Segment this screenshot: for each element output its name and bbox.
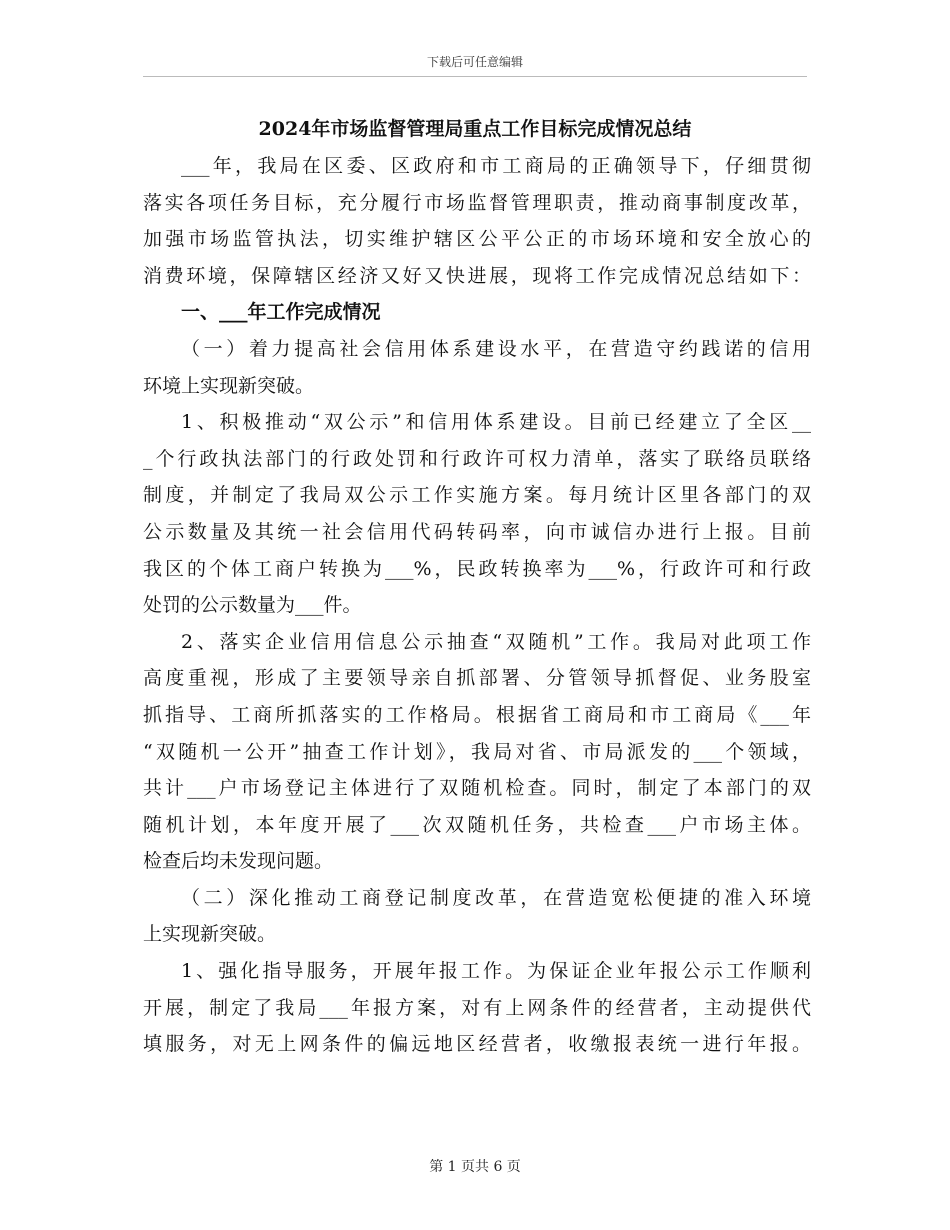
- header-note: 下载后可任意编辑: [426, 55, 523, 69]
- body-line: 处罚的公示数量为___件。: [143, 594, 362, 617]
- body-line: 抓指导、工商所抓落实的工作格局。根据省工商局和市工商局《___年: [143, 703, 811, 726]
- body-line: 随机计划，本年度开展了___次双随机任务，共检查___户市场主体。: [143, 813, 811, 836]
- section-heading: 一、___年工作完成情况: [181, 301, 381, 324]
- body-line: 填服务，对无上网条件的偏远地区经营者，收缴报表统一进行年报。: [143, 1033, 811, 1056]
- body-line: 检查后均未发现问题。: [143, 850, 334, 873]
- body-line: 上实现新突破。: [143, 923, 277, 946]
- body-line: “双随机一公开”抽查工作计划》，我局对省、市局派发的___个领域，: [143, 740, 811, 763]
- body-line: 环境上实现新突破。: [143, 374, 315, 397]
- body-line: 加强市场监管执法，切实维护辖区公平公正的市场环境和安全放心的: [143, 228, 811, 251]
- document-body: [143, 148, 811, 1063]
- body-line: （一）着力提高社会信用体系建设水平，在营造守约践诺的信用: [181, 337, 811, 360]
- body-line: 消费环境，保障辖区经济又好又快进展，现将工作完成情况总结如下：: [143, 264, 811, 287]
- header-divider: [143, 76, 807, 77]
- body-line: 1、强化指导服务，开展年报工作。为保证企业年报公示工作顺利: [181, 960, 811, 983]
- body-line: 落实各项任务目标，充分履行市场监督管理职责，推动商事制度改革，: [143, 191, 811, 214]
- body-line: （二）深化推动工商登记制度改革，在营造宽松便捷的准入环境: [181, 886, 811, 909]
- body-line: 公示数量及其统一社会信用代码转码率，向市诚信办进行上报。目前: [143, 520, 811, 543]
- body-line: ___年，我局在区委、区政府和市工商局的正确领导下，仔细贯彻: [181, 155, 811, 177]
- document-title: 2024年市场监督管理局重点工作目标完成情况总结: [258, 118, 692, 140]
- body-line: _个行政执法部门的行政处罚和行政许可权力清单，落实了联络员联络: [143, 447, 811, 470]
- body-line: 开展，制定了我局___年报方案，对有上网条件的经营者，主动提供代: [143, 996, 811, 1019]
- page-number: 第 1 页共 6 页: [429, 1159, 521, 1175]
- body-line: 共计___户市场登记主体进行了双随机检查。同时，制定了本部门的双: [143, 777, 811, 800]
- body-line: 1、积极推动“双公示”和信用体系建设。目前已经建立了全区__: [181, 411, 811, 434]
- body-line: 2、落实企业信用信息公示抽查“双随机”工作。我局对此项工作: [181, 630, 811, 653]
- body-line: 我区的个体工商户转换为___%，民政转换率为___%，行政许可和行政: [143, 557, 811, 580]
- body-line: 制度，并制定了我局双公示工作实施方案。每月统计区里各部门的双: [143, 484, 811, 507]
- body-line: 高度重视，形成了主要领导亲自抓部署、分管领导抓督促、业务股室: [143, 667, 811, 690]
